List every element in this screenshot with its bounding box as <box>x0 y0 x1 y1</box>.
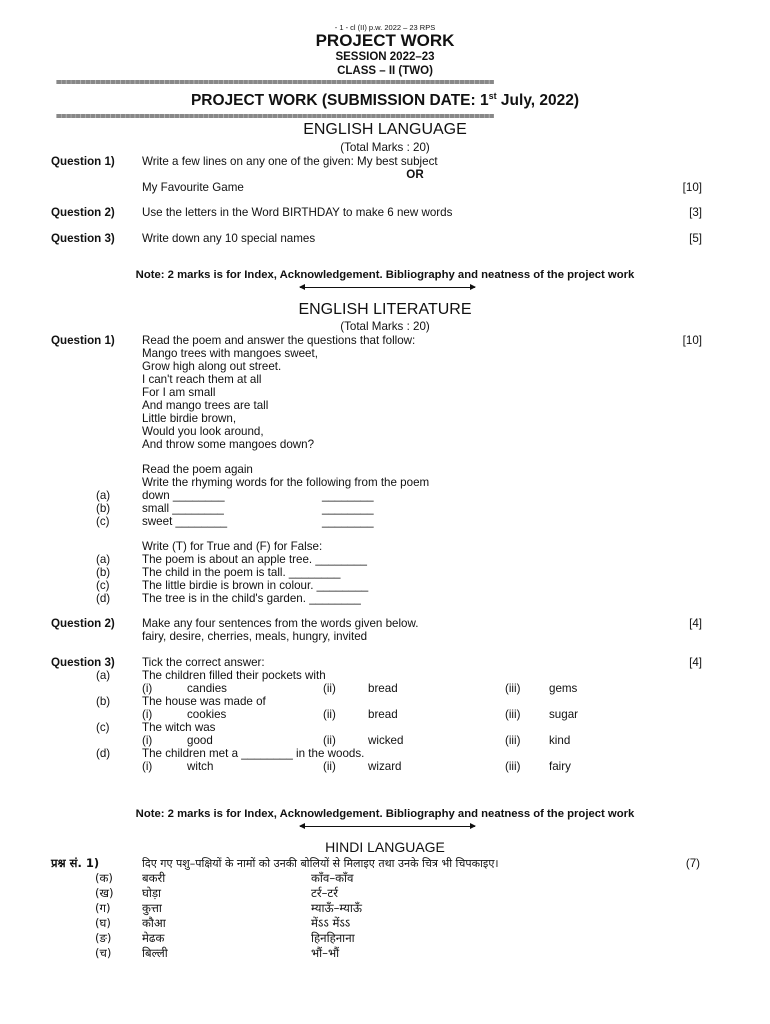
option-label: (i) <box>142 760 153 773</box>
mcq-stem: The house was made of <box>142 695 266 708</box>
poem-line: And throw some mangoes down? <box>142 438 315 451</box>
rhyme-item: down ________ <box>142 489 225 502</box>
option-text: bread <box>368 708 398 721</box>
item-label: (d) <box>96 747 111 760</box>
answer-blank: ________ <box>322 489 374 502</box>
item-label: (c) <box>96 579 110 592</box>
item-label: (क) <box>95 871 113 885</box>
double-arrow-icon <box>300 287 475 288</box>
poem-line: Would you look around, <box>142 425 264 438</box>
class-line: CLASS – II (TWO) <box>337 65 433 77</box>
option-label: (ii) <box>323 708 336 721</box>
instruction-text: Read the poem again <box>142 463 253 476</box>
option-text: sugar <box>549 708 579 721</box>
item-label: (घ) <box>95 916 111 930</box>
instruction-text: Write the rhyming words for the following from the poem <box>142 476 430 489</box>
option-text: fairy <box>549 760 571 773</box>
animal-name: कौआ <box>142 916 166 930</box>
item-label: (a) <box>96 489 111 502</box>
option-text: cookies <box>187 708 227 721</box>
item-label: (c) <box>96 515 110 528</box>
animal-name: कुत्ता <box>142 901 162 915</box>
option-text: kind <box>549 734 571 747</box>
instruction-text: Write (T) for True and (F) for False: <box>142 540 323 553</box>
option-label: (iii) <box>505 760 521 773</box>
item-label: (b) <box>96 502 111 515</box>
mcq-stem: The children met a ________ in the woods. <box>142 747 365 760</box>
poem-line: Read the poem and answer the questions that follow: <box>142 334 416 347</box>
question-text: Use the letters in the Word BIRTHDAY to make 6 new words <box>142 206 453 219</box>
mcq-stem: The children filled their pockets with <box>142 669 326 682</box>
separator-line: ========================================================================================= <box>56 78 494 88</box>
poem-line: And mango trees are tall <box>142 399 269 412</box>
option-label: (i) <box>142 682 153 695</box>
double-arrow-icon <box>300 826 475 827</box>
true-false-item: The poem is about an apple tree. ________ <box>142 553 367 566</box>
item-label: (a) <box>96 669 111 682</box>
question-label: Question 2) <box>51 206 115 219</box>
animal-name: बिल्ली <box>142 946 168 960</box>
item-label: (ख) <box>95 886 114 900</box>
option-text: wicked <box>368 734 404 747</box>
question-text: दिए गए पशु–पक्षियों के नामों को उनकी बोलियों से मिलाइए तथा उनके चित्र भी चिपकाइए। <box>142 857 499 870</box>
item-label: (b) <box>96 566 111 579</box>
marks-badge: [10] <box>682 334 702 347</box>
poem-line: For I am small <box>142 386 216 399</box>
option-text: good <box>187 734 213 747</box>
option-label: (ii) <box>323 682 336 695</box>
animal-name: मेढक <box>142 931 165 945</box>
option-label: (ii) <box>323 734 336 747</box>
question-text: My Favourite Game <box>142 181 244 194</box>
page-header-line: - 1 - cl (II) p.w. 2022 – 23 RPS <box>334 23 436 32</box>
animal-sound: भौं–भौं <box>311 946 340 960</box>
marks-badge: [5] <box>689 232 702 245</box>
question-label: प्रश्न सं. 1) <box>51 856 100 870</box>
option-label: (ii) <box>323 760 336 773</box>
marks-badge: [4] <box>689 617 702 630</box>
true-false-item: The child in the poem is tall. ________ <box>142 566 341 579</box>
item-label: (c) <box>96 721 110 734</box>
option-label: (iii) <box>505 734 521 747</box>
poem-line: Little birdie brown, <box>142 412 237 425</box>
session-line: SESSION 2022–23 <box>335 51 435 63</box>
option-label: (i) <box>142 734 153 747</box>
item-label: (a) <box>96 553 111 566</box>
question-label: Question 3) <box>51 232 115 245</box>
option-label: (iii) <box>505 682 521 695</box>
section-heading-hindi-language: HINDI LANGUAGE <box>325 839 445 855</box>
animal-sound: काँव–काँव <box>311 871 354 885</box>
submission-date-heading: PROJECT WORK (SUBMISSION DATE: 1st July, 2022) <box>190 91 580 110</box>
true-false-item: The tree is in the child's garden. ________ <box>142 592 361 605</box>
animal-name: घोड़ा <box>142 886 162 900</box>
question-label: Question 1) <box>51 334 115 347</box>
animal-sound: मेंऽऽ मेंऽऽ <box>311 916 351 930</box>
question-label: Question 2) <box>51 617 115 630</box>
option-text: wizard <box>368 760 402 773</box>
poem-line: Grow high along out street. <box>142 360 282 373</box>
item-label: (ग) <box>95 901 111 915</box>
marks-badge: (7) <box>685 857 700 870</box>
note-text: Note: 2 marks is for Index, Acknowledgement. Bibliography and neatness of the project work <box>135 269 635 281</box>
question-text: Write a few lines on any one of the given: My best subject <box>142 155 438 168</box>
option-text: witch <box>187 760 214 773</box>
marks-badge: [3] <box>689 206 702 219</box>
question-text: Make any four sentences from the words given below. <box>142 617 419 630</box>
option-label: (iii) <box>505 708 521 721</box>
rhyme-item: small ________ <box>142 502 224 515</box>
section-heading-english-literature: ENGLISH LITERATURE <box>298 301 472 318</box>
item-label: (d) <box>96 592 111 605</box>
question-label: Question 1) <box>51 155 115 168</box>
document-title: PROJECT WORK <box>315 31 455 50</box>
marks-badge: [4] <box>689 656 702 669</box>
separator-line: ========================================================================================= <box>56 112 494 122</box>
answer-blank: ________ <box>322 515 374 528</box>
option-text: bread <box>368 682 398 695</box>
poem-line: Mango trees with mangoes sweet, <box>142 347 318 360</box>
true-false-item: The little birdie is brown in colour. ________ <box>142 579 369 592</box>
total-marks: (Total Marks : 20) <box>340 141 430 154</box>
poem-line: I can't reach them at all <box>142 373 262 386</box>
rhyme-item: sweet ________ <box>142 515 228 528</box>
option-text: candies <box>187 682 227 695</box>
note-text: Note: 2 marks is for Index, Acknowledgement. Bibliography and neatness of the project work <box>135 808 635 820</box>
option-text: gems <box>549 682 578 695</box>
total-marks: (Total Marks : 20) <box>340 320 430 333</box>
item-label: (च) <box>95 946 112 960</box>
question-text: Tick the correct answer: <box>142 656 265 669</box>
option-label: (i) <box>142 708 153 721</box>
question-label: Question 3) <box>51 656 115 669</box>
animal-sound: हिनहिनाना <box>311 931 355 945</box>
animal-name: बकरी <box>142 871 166 885</box>
question-text: Write down any 10 special names <box>142 232 316 245</box>
mcq-stem: The witch was <box>142 721 216 734</box>
animal-sound: टर्र–टर्र <box>311 886 338 900</box>
section-heading-english-language: ENGLISH LANGUAGE <box>303 121 467 138</box>
animal-sound: म्याऊँ–म्याऊँ <box>311 901 362 915</box>
answer-blank: ________ <box>322 502 374 515</box>
item-label: (b) <box>96 695 111 708</box>
marks-badge: [10] <box>682 181 702 194</box>
item-label: (ङ) <box>95 931 112 945</box>
or-text: OR <box>406 168 424 181</box>
word-list: fairy, desire, cherries, meals, hungry, invited <box>142 630 368 643</box>
